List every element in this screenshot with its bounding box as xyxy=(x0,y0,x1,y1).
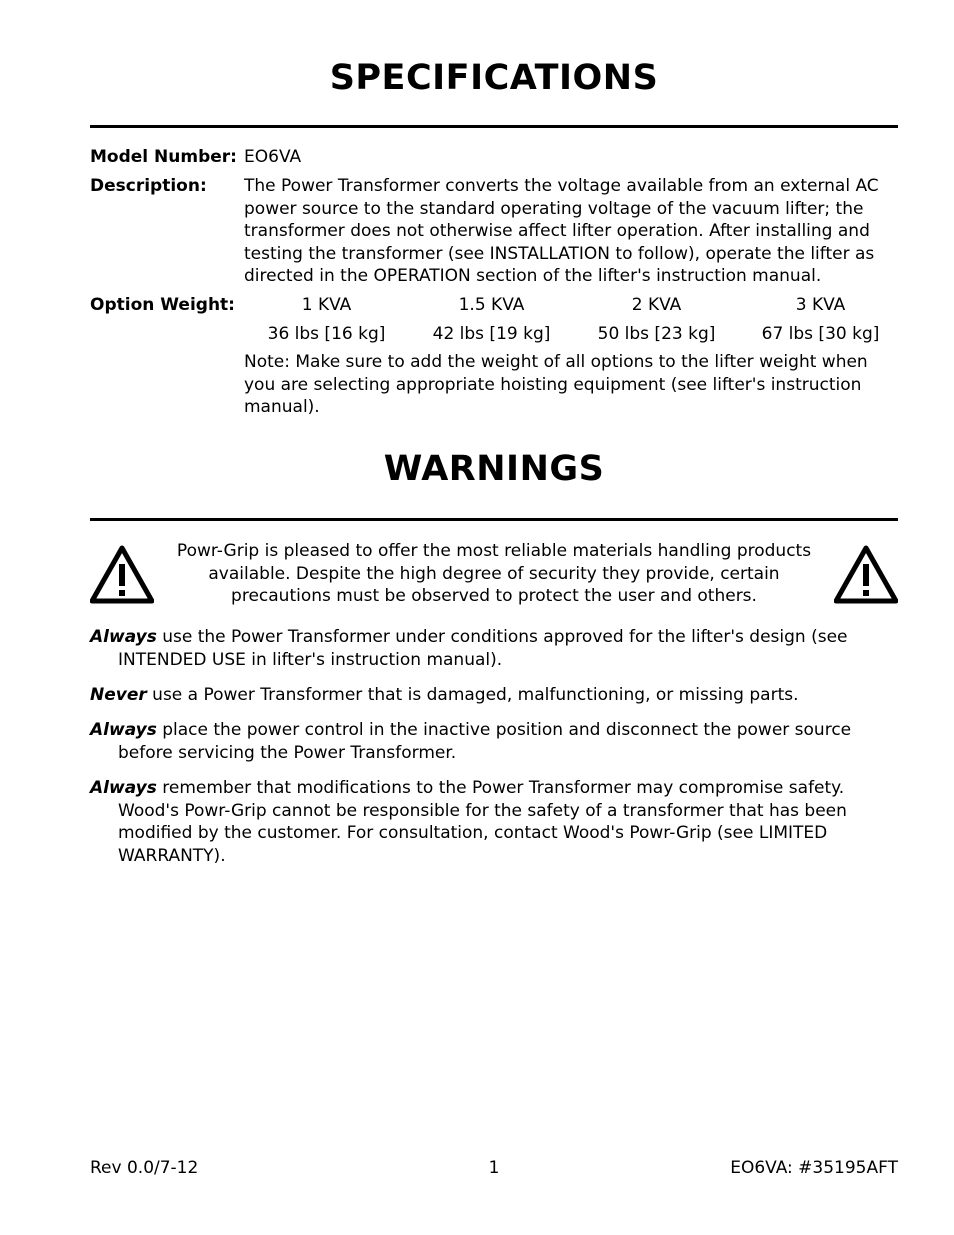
option-weight-1: 36 lbs [16 kg] xyxy=(267,324,386,344)
warning-item-4 xyxy=(90,777,898,867)
warning-text: use the Power Transformer under conditions approved for the lifter's design (see INTENDED USE in lifter's instruction manual). xyxy=(118,627,848,670)
footer-doc-id: EO6VA: #35195AFT xyxy=(730,1158,898,1178)
specifications-title: SPECIFICATIONS xyxy=(329,58,659,98)
warning-triangle-icon xyxy=(90,545,154,605)
option-kva-1: 1 KVA xyxy=(301,295,352,315)
warning-keyword: Always xyxy=(90,720,157,740)
model-number-value: EO6VA xyxy=(244,147,302,167)
option-weight-4: 67 lbs [30 kg] xyxy=(761,324,880,344)
option-kva-4: 3 KVA xyxy=(795,295,846,315)
warning-item-1 xyxy=(90,626,898,671)
warning-keyword: Always xyxy=(90,778,157,798)
warning-item-2 xyxy=(90,684,898,707)
model-number-row xyxy=(90,146,898,169)
footer-revision: Rev 0.0/7-12 xyxy=(90,1158,199,1178)
warning-item-3 xyxy=(90,719,898,764)
description-row xyxy=(90,175,898,290)
warnings-divider xyxy=(90,518,898,521)
warning-triangle-icon xyxy=(834,545,898,605)
description-label: Description: xyxy=(90,176,207,196)
warnings-title: WARNINGS xyxy=(383,449,605,489)
option-kva-2: 1.5 KVA xyxy=(458,295,525,315)
warning-keyword: Never xyxy=(90,685,147,705)
model-number-label: Model Number: xyxy=(90,147,237,167)
warning-text: remember that modifications to the Power Transformer may compromise safety. Wood's Powr-Grip cannot be responsible for the safety of a transformer that has been modified by the customer. For consultation, contact Wood's Powr-Grip (see LIMITED WARRANTY). xyxy=(118,778,847,866)
warning-text: place the power control in the inactive position and disconnect the power source before servicing the Power Transformer. xyxy=(118,720,852,763)
option-note: Note: Make sure to add the weight of all options to the lifter weight when you are selecting appropriate hoisting equipment (see lifter's instruction manual). xyxy=(244,352,868,417)
specifications-divider xyxy=(90,125,898,128)
footer-page-number: 1 xyxy=(488,1158,500,1178)
warnings-intro-text: Powr-Grip is pleased to offer the most reliable materials handling products available. Despite the high degree of security they provide, certain precautions must be observed to protect the user and others. xyxy=(176,541,812,606)
option-kva-row xyxy=(244,294,898,317)
warning-text: use a Power Transformer that is damaged, malfunctioning, or missing parts. xyxy=(146,685,799,705)
option-weight-2: 42 lbs [19 kg] xyxy=(432,324,551,344)
option-weight-3: 50 lbs [23 kg] xyxy=(597,324,716,344)
option-note-row xyxy=(90,351,898,417)
description-value: The Power Transformer converts the voltage available from an external AC power source to the standard operating voltage of the vacuum lifter; the transformer does not otherwise affect lifter operation. After installing and testing the transformer (see INSTALLATION to follow), operate the lifter as directed in the OPERATION section of the lifter's instruction manual. xyxy=(244,176,879,286)
option-weight-values-row xyxy=(244,323,898,346)
option-kva-3: 2 KVA xyxy=(631,295,682,315)
warnings-intro-block xyxy=(90,540,898,608)
option-weight-label: Option Weight: xyxy=(90,295,235,315)
warning-keyword: Always xyxy=(90,627,157,647)
